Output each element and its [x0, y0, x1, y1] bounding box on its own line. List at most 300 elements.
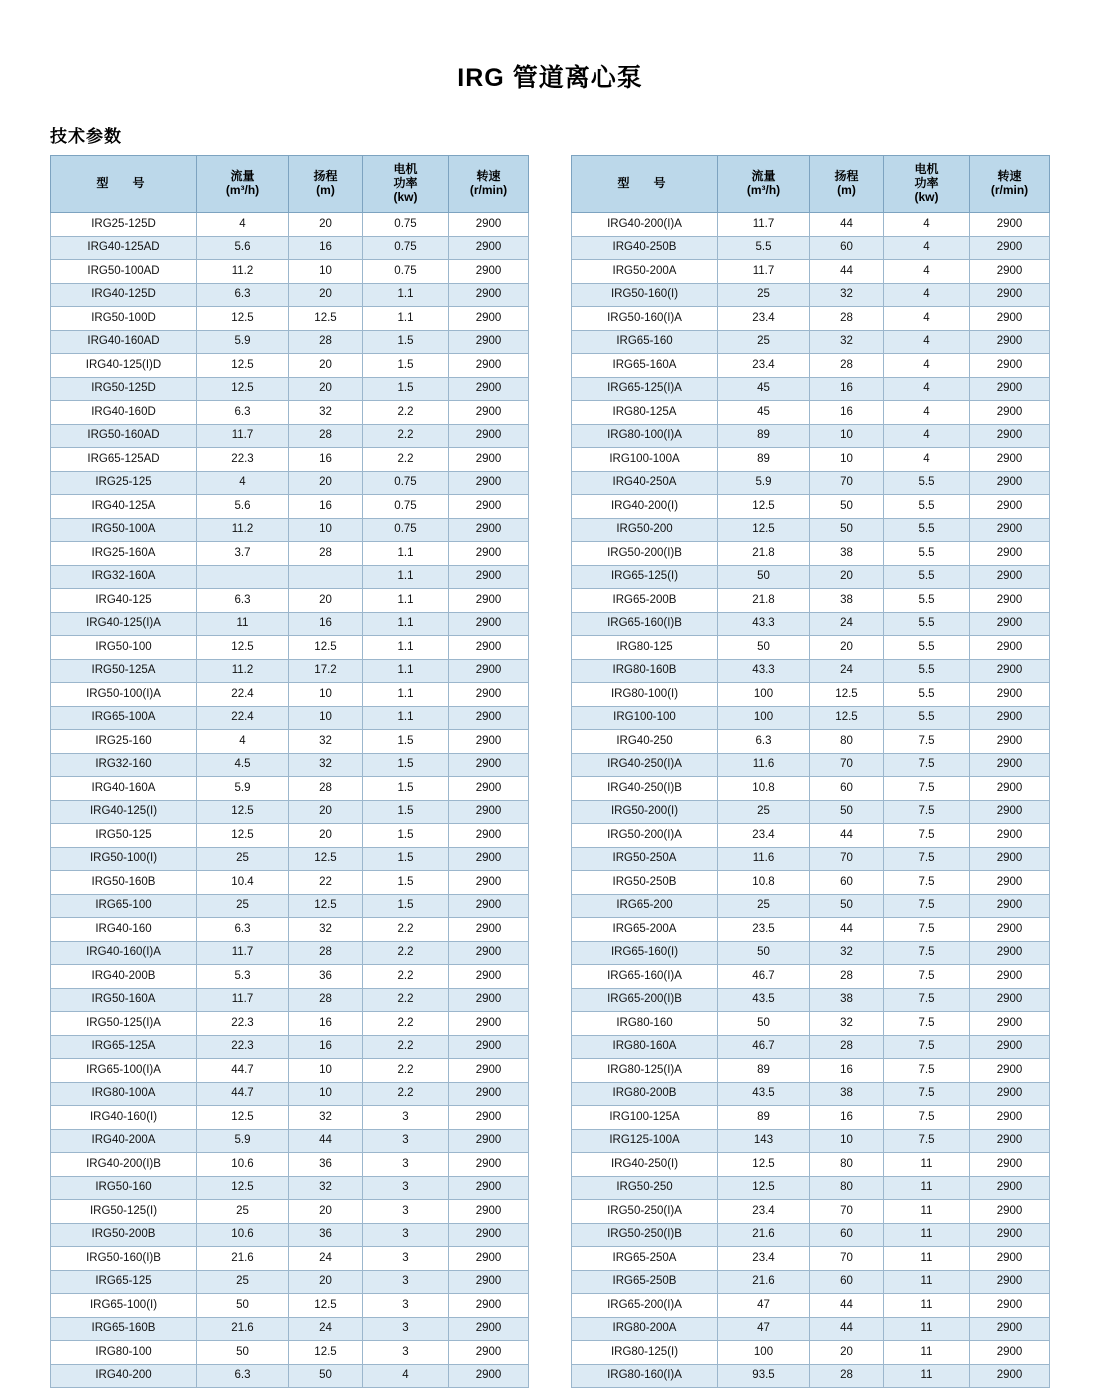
cell-speed: 2900	[449, 1247, 529, 1271]
cell-model: IRG50-100(I)	[51, 847, 197, 871]
table-row	[572, 706, 1050, 730]
cell-power: 7.5	[884, 1082, 970, 1106]
cell-speed: 2900	[449, 636, 529, 660]
table-row	[51, 659, 529, 683]
table-row	[572, 260, 1050, 284]
cell-power: 7.5	[884, 965, 970, 989]
cell-model: IRG50-200B	[51, 1223, 197, 1247]
column-header-head-unit: (m)	[837, 183, 856, 197]
cell-model: IRG100-100A	[572, 448, 718, 472]
cell-head: 10	[289, 1059, 363, 1083]
cell-head: 12.5	[810, 683, 884, 707]
cell-speed: 2900	[449, 1341, 529, 1365]
cell-power: 4	[884, 424, 970, 448]
cell-speed: 2900	[970, 330, 1050, 354]
cell-flow: 4.5	[197, 753, 289, 777]
cell-speed: 2900	[449, 824, 529, 848]
column-header-power-unit: (kw)	[914, 189, 939, 204]
cell-head: 28	[289, 424, 363, 448]
cell-head: 44	[810, 213, 884, 237]
cell-flow: 11.2	[197, 518, 289, 542]
cell-power: 1.1	[363, 283, 449, 307]
cell-speed: 2900	[970, 495, 1050, 519]
cell-flow: 11.7	[197, 988, 289, 1012]
cell-model: IRG40-125D	[51, 283, 197, 307]
cell-head: 44	[810, 824, 884, 848]
cell-power: 1.5	[363, 847, 449, 871]
cell-speed: 2900	[449, 542, 529, 566]
cell-head: 80	[810, 730, 884, 754]
cell-speed: 2900	[449, 1317, 529, 1341]
cell-model: IRG65-160(I)	[572, 941, 718, 965]
cell-speed: 2900	[449, 377, 529, 401]
column-header-power-label2: 功率	[914, 176, 939, 191]
cell-flow: 10.8	[718, 777, 810, 801]
cell-speed: 2900	[449, 777, 529, 801]
cell-head: 20	[289, 800, 363, 824]
cell-speed: 2900	[970, 236, 1050, 260]
cell-head: 70	[810, 1200, 884, 1224]
cell-flow: 23.4	[718, 354, 810, 378]
cell-speed: 2900	[449, 1294, 529, 1318]
column-header-speed	[449, 156, 529, 213]
cell-flow: 10.6	[197, 1223, 289, 1247]
cell-speed: 2900	[970, 894, 1050, 918]
cell-speed: 2900	[970, 448, 1050, 472]
cell-flow: 11.7	[197, 424, 289, 448]
cell-speed: 2900	[449, 1035, 529, 1059]
cell-head: 70	[810, 847, 884, 871]
table-row	[51, 1270, 529, 1294]
cell-flow: 25	[197, 1200, 289, 1224]
cell-model: IRG65-100	[51, 894, 197, 918]
cell-model: IRG40-250(I)A	[572, 753, 718, 777]
cell-model: IRG40-200B	[51, 965, 197, 989]
cell-speed: 2900	[970, 401, 1050, 425]
cell-head: 28	[810, 965, 884, 989]
column-header-model-label: 型 号	[96, 176, 151, 191]
cell-power: 7.5	[884, 777, 970, 801]
cell-speed: 2900	[970, 965, 1050, 989]
cell-speed: 2900	[449, 448, 529, 472]
cell-model: IRG50-100AD	[51, 260, 197, 284]
cell-power: 4	[884, 236, 970, 260]
cell-speed: 2900	[970, 1247, 1050, 1271]
cell-speed: 2900	[970, 1082, 1050, 1106]
cell-flow: 5.9	[718, 471, 810, 495]
column-header-power	[363, 156, 449, 213]
cell-speed: 2900	[449, 589, 529, 613]
cell-flow: 100	[718, 706, 810, 730]
cell-speed: 2900	[449, 471, 529, 495]
cell-speed: 2900	[970, 589, 1050, 613]
column-header-flow-label: 流量	[751, 169, 776, 184]
table-row	[51, 260, 529, 284]
cell-model: IRG80-125(I)A	[572, 1059, 718, 1083]
column-header-model	[572, 156, 718, 213]
cell-head: 32	[289, 401, 363, 425]
table-row	[572, 542, 1050, 566]
cell-speed: 2900	[970, 706, 1050, 730]
cell-speed: 2900	[449, 1200, 529, 1224]
cell-flow: 12.5	[718, 518, 810, 542]
cell-model: IRG100-100	[572, 706, 718, 730]
table-row	[51, 471, 529, 495]
cell-head: 60	[810, 871, 884, 895]
cell-speed: 2900	[449, 918, 529, 942]
cell-power: 5.5	[884, 683, 970, 707]
cell-head: 20	[289, 1270, 363, 1294]
table-row	[572, 377, 1050, 401]
cell-speed: 2900	[970, 847, 1050, 871]
cell-model: IRG65-125(I)	[572, 565, 718, 589]
cell-speed: 2900	[970, 1176, 1050, 1200]
cell-flow: 5.9	[197, 1129, 289, 1153]
cell-head: 16	[810, 1059, 884, 1083]
cell-flow: 12.5	[718, 1153, 810, 1177]
cell-head: 20	[289, 283, 363, 307]
cell-model: IRG50-160(I)B	[51, 1247, 197, 1271]
table-row	[51, 1106, 529, 1130]
cell-speed: 2900	[970, 1035, 1050, 1059]
cell-speed: 2900	[449, 260, 529, 284]
cell-model: IRG65-100A	[51, 706, 197, 730]
cell-speed: 2900	[449, 307, 529, 331]
table-row	[572, 424, 1050, 448]
cell-power: 5.5	[884, 518, 970, 542]
cell-speed: 2900	[970, 377, 1050, 401]
table-row	[51, 401, 529, 425]
cell-head: 44	[810, 1317, 884, 1341]
cell-flow: 100	[718, 683, 810, 707]
cell-model: IRG40-200A	[51, 1129, 197, 1153]
table-row	[51, 1200, 529, 1224]
cell-head: 24	[810, 659, 884, 683]
cell-head: 28	[289, 777, 363, 801]
cell-speed: 2900	[970, 1364, 1050, 1388]
table-row	[51, 330, 529, 354]
column-header-model	[51, 156, 197, 213]
cell-flow: 6.3	[197, 1364, 289, 1388]
cell-head: 20	[810, 1341, 884, 1365]
table-row	[51, 1129, 529, 1153]
cell-flow: 5.5	[718, 236, 810, 260]
cell-head: 12.5	[289, 636, 363, 660]
cell-flow: 12.5	[197, 636, 289, 660]
table-row	[572, 1317, 1050, 1341]
cell-head: 16	[810, 1106, 884, 1130]
cell-head: 28	[810, 1035, 884, 1059]
table-row	[51, 683, 529, 707]
cell-power: 11	[884, 1176, 970, 1200]
cell-power: 1.5	[363, 777, 449, 801]
cell-speed: 2900	[970, 753, 1050, 777]
cell-model: IRG50-125D	[51, 377, 197, 401]
cell-power: 1.1	[363, 589, 449, 613]
column-header-flow-label: 流量	[230, 169, 255, 184]
cell-head: 12.5	[289, 1341, 363, 1365]
table-row	[51, 871, 529, 895]
cell-head: 32	[289, 730, 363, 754]
cell-flow: 22.3	[197, 1035, 289, 1059]
cell-model: IRG40-200(I)	[572, 495, 718, 519]
cell-model: IRG80-100(I)A	[572, 424, 718, 448]
cell-power: 11	[884, 1364, 970, 1388]
table-header-left	[51, 156, 529, 213]
cell-power: 2.2	[363, 1059, 449, 1083]
table-row	[51, 636, 529, 660]
table-row	[572, 894, 1050, 918]
cell-head: 32	[810, 941, 884, 965]
cell-power: 3	[363, 1317, 449, 1341]
cell-power: 1.1	[363, 565, 449, 589]
column-header-flow	[197, 156, 289, 213]
cell-speed: 2900	[449, 1223, 529, 1247]
cell-model: IRG25-160	[51, 730, 197, 754]
cell-model: IRG80-100	[51, 1341, 197, 1365]
cell-flow: 45	[718, 377, 810, 401]
table-row	[572, 1270, 1050, 1294]
cell-head: 16	[810, 401, 884, 425]
cell-model: IRG50-200(I)	[572, 800, 718, 824]
cell-power: 7.5	[884, 847, 970, 871]
cell-flow: 25	[197, 894, 289, 918]
cell-power: 4	[884, 377, 970, 401]
table-row	[51, 1012, 529, 1036]
table-row	[51, 988, 529, 1012]
cell-model: IRG40-160A	[51, 777, 197, 801]
table-row	[51, 1082, 529, 1106]
cell-head: 10	[289, 518, 363, 542]
cell-speed: 2900	[449, 1270, 529, 1294]
table-row	[572, 1176, 1050, 1200]
cell-speed: 2900	[449, 1082, 529, 1106]
cell-flow: 10.6	[197, 1153, 289, 1177]
cell-flow: 11.7	[197, 941, 289, 965]
cell-speed: 2900	[449, 965, 529, 989]
cell-flow: 21.8	[718, 542, 810, 566]
table-row	[572, 354, 1050, 378]
table-row	[51, 495, 529, 519]
cell-model: IRG50-160	[51, 1176, 197, 1200]
cell-speed: 2900	[449, 706, 529, 730]
table-row	[572, 236, 1050, 260]
table-row	[572, 612, 1050, 636]
cell-model: IRG80-125	[572, 636, 718, 660]
cell-head: 28	[810, 307, 884, 331]
table-row	[572, 1106, 1050, 1130]
cell-head: 20	[810, 636, 884, 660]
cell-head: 12.5	[289, 1294, 363, 1318]
cell-head: 20	[289, 354, 363, 378]
cell-speed: 2900	[970, 307, 1050, 331]
cell-head: 24	[289, 1317, 363, 1341]
cell-flow: 11	[197, 612, 289, 636]
table-row	[51, 1341, 529, 1365]
cell-flow: 25	[197, 847, 289, 871]
cell-model: IRG65-200	[572, 894, 718, 918]
table-row	[51, 777, 529, 801]
cell-model: IRG50-160(I)A	[572, 307, 718, 331]
cell-power: 11	[884, 1270, 970, 1294]
column-header-head	[810, 156, 884, 213]
cell-power: 2.2	[363, 918, 449, 942]
cell-power: 11	[884, 1200, 970, 1224]
cell-flow: 11.6	[718, 753, 810, 777]
cell-power: 0.75	[363, 495, 449, 519]
column-header-power-label1: 电机	[914, 162, 939, 177]
table-row	[572, 730, 1050, 754]
cell-flow: 3.7	[197, 542, 289, 566]
cell-model: IRG50-200(I)B	[572, 542, 718, 566]
table-row	[572, 1247, 1050, 1271]
cell-speed: 2900	[449, 236, 529, 260]
cell-power: 1.5	[363, 800, 449, 824]
cell-flow: 50	[718, 941, 810, 965]
cell-head: 32	[289, 918, 363, 942]
table-row	[51, 377, 529, 401]
cell-power: 3	[363, 1153, 449, 1177]
cell-model: IRG25-160A	[51, 542, 197, 566]
cell-model: IRG50-200(I)A	[572, 824, 718, 848]
cell-flow: 50	[718, 1012, 810, 1036]
cell-flow: 5.6	[197, 495, 289, 519]
table-row	[51, 1294, 529, 1318]
table-row	[572, 988, 1050, 1012]
cell-head: 32	[810, 283, 884, 307]
cell-power: 5.5	[884, 471, 970, 495]
cell-flow: 6.3	[718, 730, 810, 754]
cell-power: 3	[363, 1341, 449, 1365]
cell-head: 16	[289, 236, 363, 260]
cell-head: 60	[810, 1270, 884, 1294]
cell-speed: 2900	[970, 824, 1050, 848]
cell-flow: 23.5	[718, 918, 810, 942]
cell-model: IRG40-250	[572, 730, 718, 754]
cell-speed: 2900	[970, 213, 1050, 237]
cell-model: IRG50-125(I)	[51, 1200, 197, 1224]
cell-head: 50	[289, 1364, 363, 1388]
cell-speed: 2900	[970, 1059, 1050, 1083]
cell-model: IRG65-160(I)B	[572, 612, 718, 636]
table-row	[572, 401, 1050, 425]
table-row	[51, 1176, 529, 1200]
cell-speed: 2900	[970, 542, 1050, 566]
cell-speed: 2900	[449, 1059, 529, 1083]
cell-model: IRG40-160(I)	[51, 1106, 197, 1130]
cell-power: 3	[363, 1200, 449, 1224]
cell-head: 32	[810, 1012, 884, 1036]
cell-power: 0.75	[363, 471, 449, 495]
cell-model: IRG80-125A	[572, 401, 718, 425]
cell-head: 10	[810, 424, 884, 448]
cell-power: 4	[884, 330, 970, 354]
cell-flow: 12.5	[197, 1106, 289, 1130]
table-row	[572, 448, 1050, 472]
cell-head: 28	[810, 1364, 884, 1388]
cell-power: 11	[884, 1223, 970, 1247]
cell-speed: 2900	[970, 800, 1050, 824]
cell-flow: 6.3	[197, 401, 289, 425]
cell-head: 24	[289, 1247, 363, 1271]
cell-speed: 2900	[449, 424, 529, 448]
cell-speed: 2900	[970, 1341, 1050, 1365]
cell-model: IRG65-125AD	[51, 448, 197, 472]
cell-power: 1.1	[363, 542, 449, 566]
cell-power: 11	[884, 1317, 970, 1341]
cell-speed: 2900	[970, 1106, 1050, 1130]
table-row	[572, 1035, 1050, 1059]
cell-speed: 2900	[449, 800, 529, 824]
cell-flow: 5.3	[197, 965, 289, 989]
table-row	[51, 307, 529, 331]
cell-head: 60	[810, 236, 884, 260]
cell-model: IRG50-160A	[51, 988, 197, 1012]
cell-power: 1.1	[363, 659, 449, 683]
cell-flow: 25	[197, 1270, 289, 1294]
cell-power: 1.5	[363, 354, 449, 378]
cell-model: IRG25-125	[51, 471, 197, 495]
table-body-right	[572, 213, 1050, 1388]
cell-flow: 11.7	[718, 213, 810, 237]
table-row	[51, 1317, 529, 1341]
cell-head: 16	[289, 612, 363, 636]
table-row	[51, 1223, 529, 1247]
cell-speed: 2900	[970, 1200, 1050, 1224]
cell-model: IRG40-125A	[51, 495, 197, 519]
cell-power: 4	[884, 307, 970, 331]
cell-head: 70	[810, 1247, 884, 1271]
cell-power: 1.5	[363, 894, 449, 918]
cell-speed: 2900	[970, 1129, 1050, 1153]
table-row	[572, 283, 1050, 307]
cell-model: IRG65-160B	[51, 1317, 197, 1341]
cell-power: 1.5	[363, 730, 449, 754]
cell-model: IRG80-100A	[51, 1082, 197, 1106]
cell-speed: 2900	[970, 283, 1050, 307]
cell-flow: 22.3	[197, 448, 289, 472]
cell-head: 28	[289, 988, 363, 1012]
cell-model: IRG50-100A	[51, 518, 197, 542]
cell-flow: 46.7	[718, 1035, 810, 1059]
cell-flow: 47	[718, 1294, 810, 1318]
cell-power: 0.75	[363, 260, 449, 284]
cell-flow: 6.3	[197, 283, 289, 307]
spec-tables-container	[50, 155, 1050, 1388]
cell-flow: 50	[197, 1294, 289, 1318]
table-row	[51, 965, 529, 989]
cell-model: IRG100-125A	[572, 1106, 718, 1130]
cell-speed: 2900	[970, 918, 1050, 942]
cell-speed: 2900	[449, 988, 529, 1012]
cell-power: 2.2	[363, 1082, 449, 1106]
cell-flow: 12.5	[718, 1176, 810, 1200]
cell-model: IRG40-125(I)D	[51, 354, 197, 378]
table-row	[51, 1364, 529, 1388]
cell-flow: 11.2	[197, 659, 289, 683]
cell-head: 16	[289, 1035, 363, 1059]
cell-speed: 2900	[970, 471, 1050, 495]
cell-power: 7.5	[884, 1129, 970, 1153]
cell-model: IRG65-160A	[572, 354, 718, 378]
cell-model: IRG50-125A	[51, 659, 197, 683]
cell-flow: 89	[718, 448, 810, 472]
table-row	[572, 1223, 1050, 1247]
cell-model: IRG50-250(I)B	[572, 1223, 718, 1247]
cell-model: IRG40-160D	[51, 401, 197, 425]
cell-power: 1.5	[363, 824, 449, 848]
cell-power: 4	[884, 213, 970, 237]
